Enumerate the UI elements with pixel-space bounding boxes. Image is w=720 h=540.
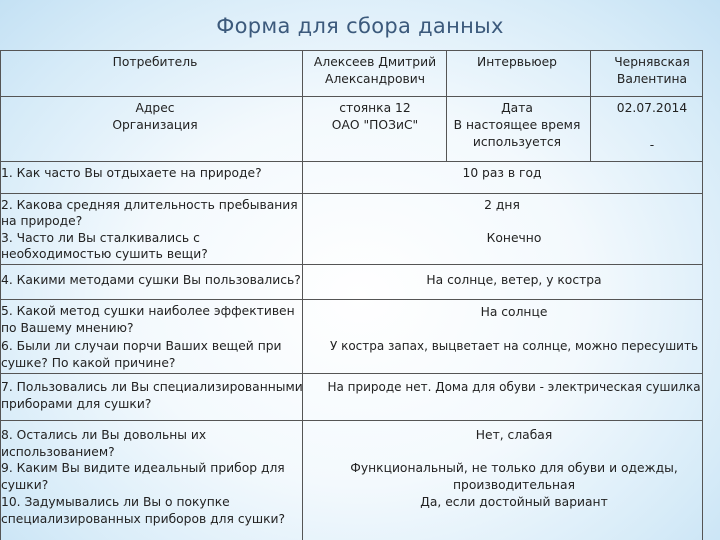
question-2-line1: 2. Какова средняя длительность пребывания: [1, 198, 298, 212]
question-3-line1: 3. Часто ли Вы сталкивались с: [1, 231, 200, 245]
question-5-line2: по Вашему мнению?: [1, 321, 134, 335]
page-title: Форма для сбора данных: [216, 14, 504, 38]
question-7-line1: 7. Пользовались ли Вы специализированными: [1, 380, 303, 394]
column-divider: [302, 50, 303, 540]
question-2-line2: на природе?: [1, 214, 83, 228]
question-6-line1: 6. Были ли случаи порчи Ваших вещей при: [1, 339, 282, 353]
answer-5: На солнце: [480, 305, 548, 319]
answer-3: Конечно: [486, 231, 542, 245]
question-10-line1: 10. Задумывались ли Вы о покупке: [1, 495, 230, 509]
column-divider: [446, 50, 447, 161]
organization-value: ОАО "ПОЗиС": [331, 118, 419, 132]
question-10-line2: специализированных приборов для сушки?: [1, 512, 286, 526]
question-1: 1. Как часто Вы отдыхаете на природе?: [1, 166, 262, 180]
date-label: Дата: [501, 101, 533, 115]
question-4: 4. Какими методами сушки Вы пользовались?: [1, 273, 301, 287]
row-divider: [0, 161, 702, 162]
consumer-name-line1: Алексеев Дмитрий: [313, 55, 437, 69]
date-value: 02.07.2014: [616, 101, 688, 115]
answer-10: Да, если достойный вариант: [420, 495, 608, 509]
organization-label: Организация: [112, 118, 198, 132]
question-3-line2: необходимостью сушить вещи?: [1, 247, 208, 261]
address-value: стоянка 12: [339, 101, 411, 115]
time-label-line2: используется: [472, 135, 562, 149]
answer-9-line1: Функциональный, не только для обуви и одежды,: [350, 461, 678, 475]
question-8-line2: использованием?: [1, 445, 115, 459]
answer-8: Нет, слабая: [475, 428, 553, 442]
row-divider: [0, 299, 702, 300]
time-label-line1: В настоящее время: [453, 118, 581, 132]
interviewer-name-line2: Валентина: [616, 72, 688, 86]
answer-7: На природе нет. Дома для обуви - электрическая сушилка: [327, 380, 701, 394]
interviewer-name-line1: Чернявская: [614, 55, 690, 69]
column-divider: [590, 50, 591, 161]
address-label: Адрес: [135, 101, 175, 115]
answer-6: У костра запах, выцветает на солнце, можно пересушить: [329, 339, 699, 353]
interviewer-label: Интервьюер: [477, 55, 557, 69]
answer-1: 10 раз в год: [462, 166, 542, 180]
row-divider: [0, 373, 702, 374]
question-8-line1: 8. Остались ли Вы довольны их: [1, 428, 207, 442]
question-5-line1: 5. Какой метод сушки наиболее эффективен: [1, 304, 295, 318]
question-7-line2: приборами для сушки?: [1, 397, 152, 411]
answer-9-line2: производительная: [453, 478, 575, 492]
row-divider: [0, 96, 702, 97]
row-divider: [0, 193, 702, 194]
question-6-line2: сушке? По какой причине?: [1, 356, 176, 370]
row-divider: [0, 264, 702, 265]
question-9-line1: 9. Каким Вы видите идеальный прибор для: [1, 461, 285, 475]
column-divider: [702, 50, 703, 540]
answer-2: 2 дня: [484, 198, 520, 212]
answer-4: На солнце, ветер, у костра: [426, 273, 602, 287]
consumer-name-line2: Александрович: [325, 72, 425, 86]
time-value: -: [649, 138, 655, 152]
consumer-label: Потребитель: [112, 55, 198, 69]
row-divider: [0, 420, 702, 421]
question-9-line2: сушки?: [1, 478, 49, 492]
row-divider: [0, 50, 702, 51]
